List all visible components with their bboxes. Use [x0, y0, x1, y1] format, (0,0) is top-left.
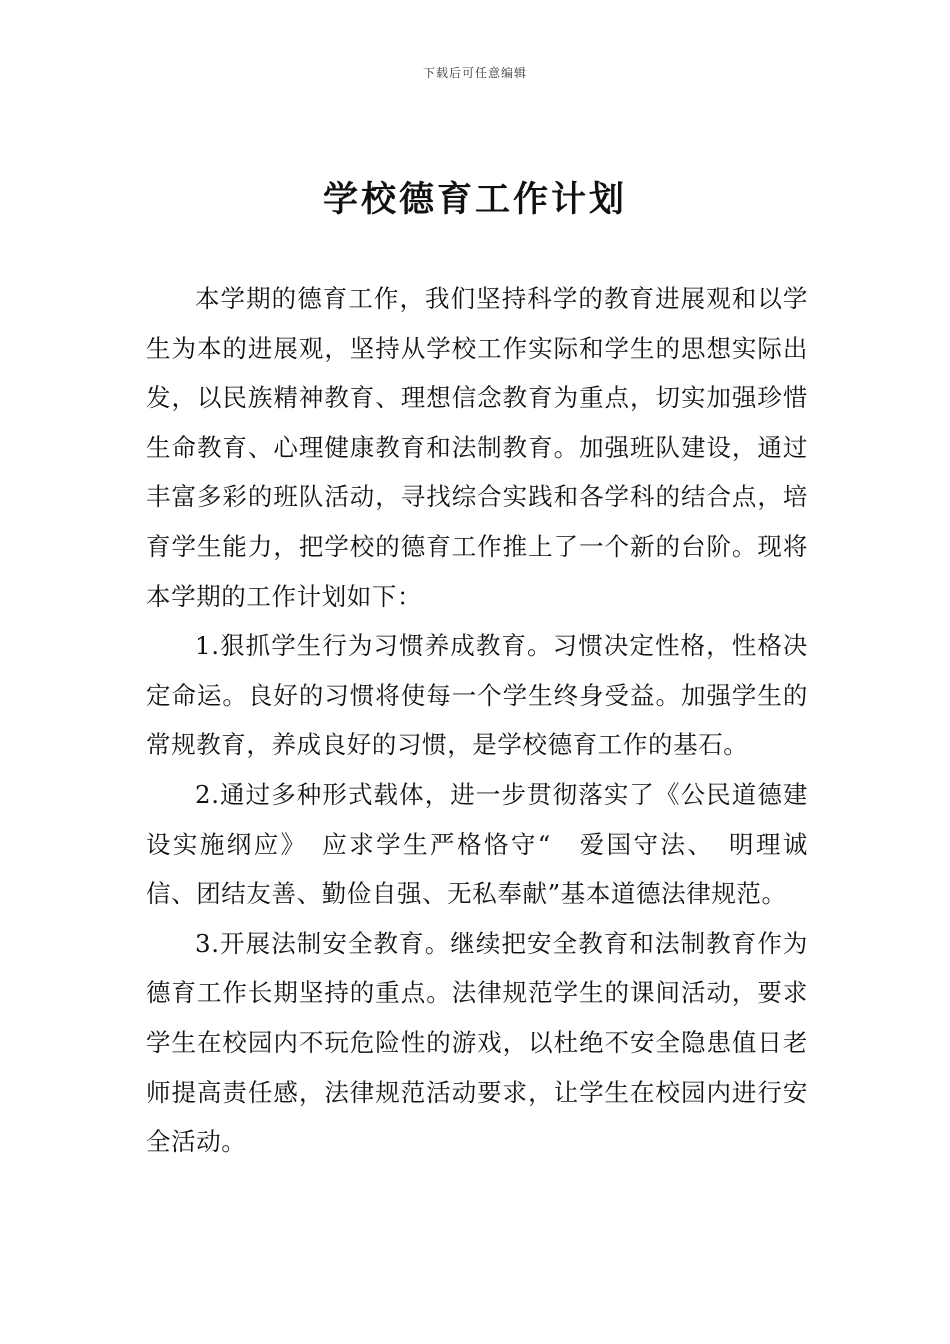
intro-paragraph: 本学期的德育工作，我们坚持科学的教育进展观和以学生为本的进展观，坚持从学校工作实际和学生的思想实际出发，以民族精神教育、理想信念教育为重点，切实加强珍惜生命教育、心理健康教育和法制教育。加强班队建设，通过丰富多彩的班队活动，寻找综合实践和各学科的结合点，培育学生能力，把学校的德育工作推上了一个新的台阶。现将本学期的工作计划如下： — [146, 284, 808, 611]
header-note: 下载后可任意编辑 — [422, 66, 527, 80]
item-3-paragraph: 3.开展法制安全教育。继续把安全教育和法制教育作为德育工作长期坚持的重点。法律规范学生的课间活动，要求学生在校园内不玩危险性的游戏，以杜绝不安全隐患值日老师提高责任感，法律规范活动要求，让学生在校园内进行安全活动。 — [146, 928, 808, 1157]
document-body — [146, 274, 808, 1167]
item-1-paragraph: 1.狠抓学生行为习惯养成教育。习惯决定性格，性格决定命运。良好的习惯将使每一个学生终身受益。加强学生的常规教育，养成良好的习惯，是学校德育工作的基石。 — [146, 631, 808, 760]
document-title: 学校德育工作计划 — [322, 180, 627, 220]
item-2-paragraph: 2.通过多种形式载体，进一步贯彻落实了《公民道德建设实施纲应》 应求学生严格恪守“ 爱国守法、 明理诚信、团结友善、勤俭自强、无私奉献”基本道德法律规范。 — [146, 779, 808, 909]
